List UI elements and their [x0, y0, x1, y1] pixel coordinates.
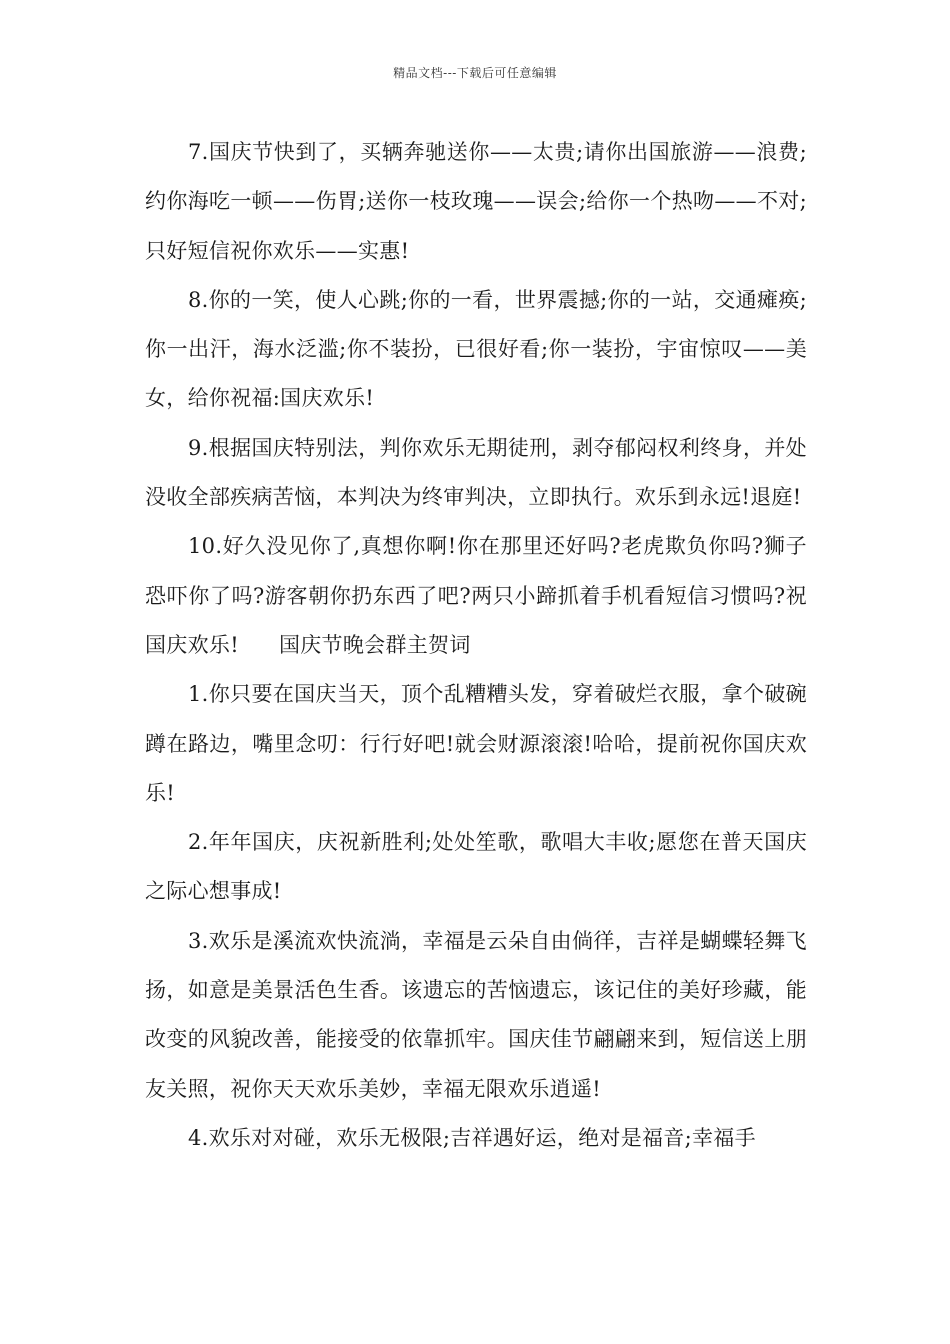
paragraph-4: 4.欢乐对对碰，欢乐无极限;吉祥遇好运，绝对是福音;幸福手 — [188, 1125, 756, 1150]
paragraph-10 — [145, 522, 807, 670]
paragraph-7: 7.国庆节快到了，买辆奔驰送你——太贵;请你出国旅游——浪费;约你海吃一顿——伤胃;送你一枝玫瑰——误会;给你一个热吻——不对;只好短信祝你欢乐——实惠! — [145, 140, 807, 263]
paragraph-2: 2.年年国庆，庆祝新胜利;处处笙歌，歌唱大丰收;愿您在普天国庆之际心想事成! — [145, 830, 807, 904]
paragraph-3: 3.欢乐是溪流欢快流淌，幸福是云朵自由倘徉，吉祥是蝴蝶轻舞飞扬，如意是美景活色生香。该遗忘的苦恼遗忘，该记住的美好珍藏，能改变的风貌改善，能接受的依靠抓牢。国庆佳节翩翩来到，短信送上朋友关照，祝你天天欢乐美妙，幸福无限欢乐逍遥! — [145, 928, 807, 1101]
paragraph-9: 9.根据国庆特别法，判你欢乐无期徒刑，剥夺郁闷权利终身，并处没收全部疾病苦恼，本判决为终审判决，立即执行。欢乐到永远!退庭! — [145, 435, 807, 510]
paragraph-10-text: 10.好久没见你了,真想你啊!你在那里还好吗?老虎欺负你吗?狮子恐吓你了吗?游客朝你扔东西了吧?两只小蹄抓着手机看短信习惯吗?祝国庆欢乐! — [145, 534, 807, 657]
paragraph-1: 1.你只要在国庆当天，顶个乱糟糟头发，穿着破烂衣服，拿个破碗蹲在路边，嘴里念叨：行行好吧!就会财源滚滚!哈哈，提前祝你国庆欢乐! — [145, 682, 807, 805]
paragraph-8: 8.你的一笑，使人心跳;你的一看，世界震撼;你的一站，交通瘫痪;你一出汗，海水泛滥;你不装扮，已很好看;你一装扮，宇宙惊叹——美女，给你祝福:国庆欢乐! — [145, 287, 807, 411]
document-body — [145, 128, 807, 1163]
section-heading: 国庆节晚会群主贺词 — [278, 632, 471, 657]
page-header: 精品文档---下载后可任意编辑 — [393, 66, 557, 80]
